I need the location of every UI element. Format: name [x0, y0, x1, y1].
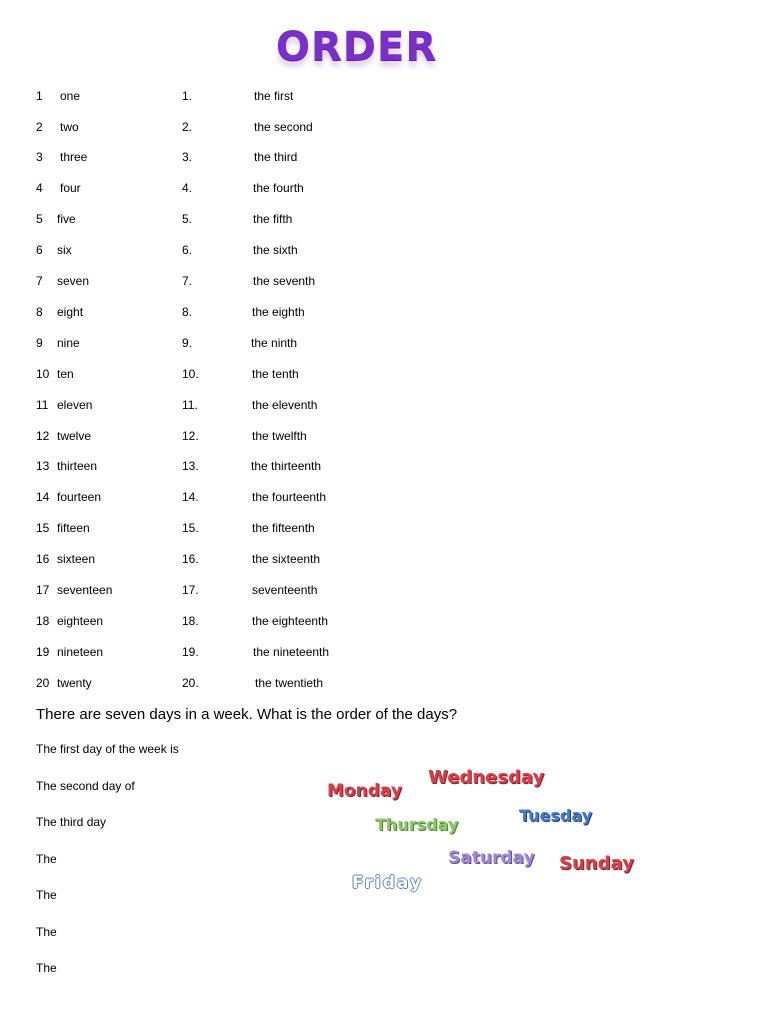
list-row	[0, 364, 768, 384]
ordinal-word: the eighteenth	[252, 614, 329, 628]
day-word-monday: Monday	[327, 781, 402, 801]
ordinal-number: 1.	[182, 89, 193, 103]
ordinal-number: 7.	[182, 274, 193, 288]
list-row	[0, 240, 768, 260]
ordinal-number: 15.	[182, 521, 199, 535]
ordinal-word: the nineteenth	[253, 645, 330, 659]
cardinal-word: two	[60, 120, 79, 134]
list-row	[0, 580, 768, 600]
cardinal-number: 7	[36, 274, 43, 288]
ordinal-number: 12.	[182, 429, 199, 443]
ordinal-word: the eighth	[252, 305, 305, 319]
ordinal-number: 4.	[182, 181, 193, 195]
cardinal-number: 8	[36, 305, 43, 319]
ordinal-word: the fourteenth	[252, 490, 327, 504]
answer-line: The second day of	[36, 779, 135, 793]
list-row	[0, 209, 768, 229]
ordinal-word: the eleventh	[252, 398, 318, 412]
ordinal-word: the ninth	[251, 336, 298, 350]
cardinal-number: 6	[36, 243, 43, 257]
cardinal-word: eleven	[57, 398, 93, 412]
ordinal-number: 20.	[182, 676, 199, 690]
day-word-wednesday: Wednesday	[428, 767, 545, 788]
cardinal-number: 15	[36, 521, 50, 535]
ordinal-number: 14.	[182, 490, 199, 504]
cardinal-word: seventeen	[57, 583, 113, 597]
cardinal-word: six	[57, 243, 72, 257]
ordinal-number: 8.	[182, 305, 193, 319]
cardinal-number: 19	[36, 645, 50, 659]
list-row	[0, 426, 768, 446]
cardinal-number: 2	[36, 120, 43, 134]
ordinal-word: the fifth	[253, 212, 293, 226]
cardinal-word: twelve	[57, 429, 92, 443]
cardinal-word: seven	[57, 274, 90, 288]
cardinal-word: five	[57, 212, 76, 226]
cardinal-number: 5	[36, 212, 43, 226]
ordinal-number: 11.	[182, 398, 198, 412]
cardinal-word: sixteen	[57, 552, 96, 566]
answer-line: The	[36, 925, 57, 939]
list-row	[0, 271, 768, 291]
cardinal-number: 10	[36, 367, 50, 381]
cardinal-word: eight	[57, 305, 84, 319]
cardinal-number: 14	[36, 490, 50, 504]
list-row	[0, 642, 768, 662]
answer-line: The first day of the week is	[36, 742, 179, 756]
answer-line: The	[36, 961, 57, 975]
cardinal-word: twenty	[57, 676, 92, 690]
ordinal-number: 10.	[182, 367, 199, 381]
list-row	[0, 302, 768, 322]
ordinal-word: the sixth	[253, 243, 298, 257]
cardinal-number: 17	[36, 583, 50, 597]
ordinal-word: the fifteenth	[252, 521, 315, 535]
cardinal-word: nine	[57, 336, 80, 350]
ordinal-number: 17.	[182, 583, 199, 597]
question-text: There are seven days in a week. What is the order of the days?	[36, 706, 458, 723]
ordinal-word: the third	[254, 150, 298, 164]
cardinal-word: eighteen	[57, 614, 104, 628]
list-row	[0, 673, 768, 693]
ordinal-word: the tenth	[252, 367, 299, 381]
ordinal-number: 16.	[182, 552, 199, 566]
ordinal-word: seventeenth	[252, 583, 318, 597]
list-row	[0, 549, 768, 569]
cardinal-word: thirteen	[57, 459, 98, 473]
cardinal-word: ten	[57, 367, 74, 381]
answer-line: The third day	[36, 815, 107, 829]
cardinal-word: fifteen	[57, 521, 90, 535]
list-row	[0, 178, 768, 198]
list-row	[0, 147, 768, 167]
ordinal-number: 19.	[182, 645, 199, 659]
ordinal-word: the twelfth	[252, 429, 307, 443]
cardinal-number: 11	[36, 398, 49, 412]
cardinal-word: one	[60, 89, 81, 103]
answer-line: The	[36, 888, 57, 902]
ordinal-number: 5.	[182, 212, 193, 226]
cardinal-word: nineteen	[57, 645, 104, 659]
cardinal-word: three	[60, 150, 88, 164]
day-word-tuesday: Tuesday	[519, 806, 593, 825]
ordinal-word: the first	[254, 89, 294, 103]
ordinal-word: the sixteenth	[252, 552, 321, 566]
cardinal-number: 20	[36, 676, 50, 690]
cardinal-number: 13	[36, 459, 50, 473]
list-row	[0, 487, 768, 507]
day-word-thursday: Thursday	[375, 815, 459, 834]
ordinal-word: the second	[254, 120, 313, 134]
day-word-saturday: Saturday	[448, 848, 535, 868]
cardinal-word: fourteen	[57, 490, 102, 504]
list-row	[0, 611, 768, 631]
ordinal-number: 3.	[182, 150, 193, 164]
ordinal-word: the thirteenth	[251, 459, 322, 473]
day-word-sunday: Sunday	[559, 853, 634, 874]
list-row	[0, 86, 768, 106]
ordinal-number: 18.	[182, 614, 199, 628]
ordinal-number: 2.	[182, 120, 193, 134]
cardinal-number: 4	[36, 181, 43, 195]
ordinal-word: the seventh	[253, 274, 316, 288]
list-row	[0, 117, 768, 137]
list-row	[0, 333, 768, 353]
ordinal-word: the twentieth	[255, 676, 324, 690]
cardinal-number: 18	[36, 614, 50, 628]
cardinal-number: 12	[36, 429, 50, 443]
cardinal-word: four	[60, 181, 81, 195]
ordinal-number: 6.	[182, 243, 193, 257]
list-row	[0, 395, 768, 415]
answer-line: The	[36, 852, 57, 866]
cardinal-number: 1	[36, 89, 43, 103]
cardinal-number: 3	[36, 150, 43, 164]
ordinal-number: 9.	[182, 336, 193, 350]
page-title: ORDER	[276, 24, 438, 70]
list-row	[0, 518, 768, 538]
day-word-friday: Friday	[352, 873, 423, 893]
list-row	[0, 456, 768, 476]
ordinal-number: 13.	[182, 459, 199, 473]
ordinal-word: the fourth	[253, 181, 304, 195]
cardinal-number: 9	[36, 336, 43, 350]
cardinal-number: 16	[36, 552, 50, 566]
